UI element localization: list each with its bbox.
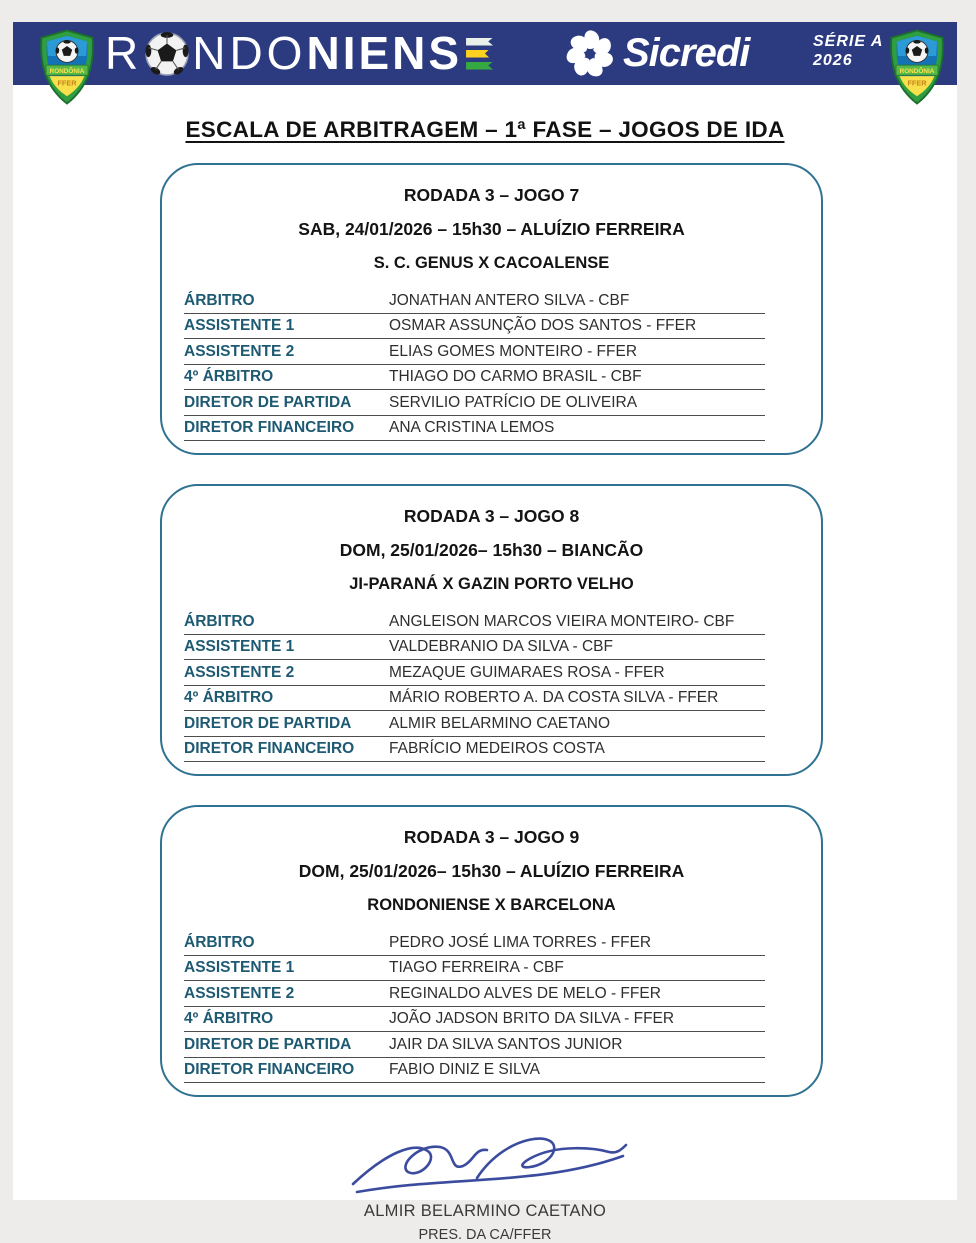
wordmark-lead: R <box>105 27 143 79</box>
datetime-venue: SAB, 24/01/2026 – 15h30 – ALUÍZIO FERREIRA <box>298 219 685 239</box>
page-title <box>13 117 957 143</box>
competition-banner <box>13 22 957 88</box>
official-role: ASSISTENTE 2 <box>184 660 389 686</box>
matchup: RONDONIENSE X BARCELONA <box>367 896 616 914</box>
official-role: DIRETOR FINANCEIRO <box>184 736 389 762</box>
official-name: ANGLEISON MARCOS VIEIRA MONTEIRO- CBF <box>389 609 765 634</box>
official-name: JOÃO JADSON BRITO DA SILVA - FFER <box>389 1006 765 1032</box>
official-role: ASSISTENTE 1 <box>184 313 389 339</box>
official-name: FABIO DINIZ E SILVA <box>389 1057 765 1083</box>
official-role: 4º ÁRBITRO <box>184 1006 389 1032</box>
document-page <box>13 22 957 1243</box>
table-row <box>184 685 765 711</box>
crest-region-label: RONDÔNIA <box>899 67 935 75</box>
signer-role: PRES. DA CA/FFER <box>418 1227 552 1243</box>
officials-table <box>184 609 765 762</box>
soccer-ball-icon <box>144 31 190 77</box>
series-badge <box>813 32 883 70</box>
official-role: DIRETOR DE PARTIDA <box>184 390 389 416</box>
official-role: ÁRBITRO <box>184 288 389 313</box>
round-heading: RODADA 3 – JOGO 8 <box>403 506 580 526</box>
sicredi-wordmark: Sicredi <box>623 31 750 75</box>
official-name: FABRÍCIO MEDEIROS COSTA <box>389 736 765 762</box>
table-row <box>184 736 765 762</box>
official-role: 4º ÁRBITRO <box>184 364 389 390</box>
series-line1: SÉRIE A <box>813 33 884 50</box>
table-row <box>184 1032 765 1058</box>
signer-name: ALMIR BELARMINO CAETANO <box>363 1202 607 1220</box>
stylized-e-icon <box>466 34 493 74</box>
officials-table <box>184 288 765 441</box>
official-name: MEZAQUE GUIMARAES ROSA - FFER <box>389 660 765 686</box>
official-name: TIAGO FERREIRA - CBF <box>389 955 765 981</box>
table-row <box>184 390 765 416</box>
officials-table <box>184 930 765 1083</box>
table-row <box>184 364 765 390</box>
ffer-crest-right <box>885 27 949 107</box>
datetime-venue: DOM, 25/01/2026– 15h30 – ALUÍZIO FERREIRA <box>298 861 685 881</box>
wordmark-bold: NIENS <box>306 27 463 79</box>
official-role: DIRETOR FINANCEIRO <box>184 415 389 441</box>
official-name: ANA CRISTINA LEMOS <box>389 415 765 441</box>
match-card-jogo-8 <box>160 484 823 776</box>
official-role: ÁRBITRO <box>184 609 389 634</box>
crest-federation-label: FFER <box>57 78 77 88</box>
official-name: VALDEBRANIO DA SILVA - CBF <box>389 634 765 660</box>
table-row <box>184 1006 765 1032</box>
table-row <box>184 930 765 955</box>
table-row <box>184 634 765 660</box>
wordmark-light: NDO <box>192 27 307 79</box>
table-row <box>184 955 765 981</box>
official-role: ASSISTENTE 1 <box>184 955 389 981</box>
official-name: PEDRO JOSÉ LIMA TORRES - FFER <box>389 930 765 955</box>
official-name: JAIR DA SILVA SANTOS JUNIOR <box>389 1032 765 1058</box>
table-row <box>184 415 765 441</box>
round-heading: RODADA 3 – JOGO 7 <box>403 185 580 205</box>
match-card-jogo-9 <box>160 805 823 1097</box>
official-name: OSMAR ASSUNÇÃO DOS SANTOS - FFER <box>389 313 765 339</box>
official-role: DIRETOR FINANCEIRO <box>184 1057 389 1083</box>
page-title-text: ESCALA DE ARBITRAGEM – 1ª FASE – JOGOS DE IDA <box>185 117 785 142</box>
ffer-crest-icon <box>885 27 949 107</box>
round-heading: RODADA 3 – JOGO 9 <box>403 827 580 847</box>
official-name: REGINALDO ALVES DE MELO - FFER <box>389 981 765 1007</box>
handwritten-signature-icon <box>335 1126 635 1200</box>
official-role: ASSISTENTE 2 <box>184 339 389 365</box>
matchup: S. C. GENUS X CACOALENSE <box>373 254 610 272</box>
table-row <box>184 660 765 686</box>
official-name: JONATHAN ANTERO SILVA - CBF <box>389 288 765 313</box>
official-role: 4º ÁRBITRO <box>184 685 389 711</box>
sicredi-pinwheel-icon <box>565 29 615 79</box>
table-row <box>184 339 765 365</box>
table-row <box>184 981 765 1007</box>
official-name: THIAGO DO CARMO BRASIL - CBF <box>389 364 765 390</box>
table-row <box>184 1057 765 1083</box>
table-row <box>184 711 765 737</box>
crest-region-label: RONDÔNIA <box>49 67 85 75</box>
match-card-jogo-7 <box>160 163 823 455</box>
matchup: JI-PARANÁ X GAZIN PORTO VELHO <box>349 575 634 593</box>
table-row <box>184 288 765 313</box>
official-name: MÁRIO ROBERTO A. DA COSTA SILVA - FFER <box>389 685 765 711</box>
rondoniense-wordmark <box>105 22 493 85</box>
official-role: ÁRBITRO <box>184 930 389 955</box>
official-role: DIRETOR DE PARTIDA <box>184 1032 389 1058</box>
datetime-venue: DOM, 25/01/2026– 15h30 – BIANCÃO <box>339 540 644 560</box>
official-name: SERVILIO PATRÍCIO DE OLIVEIRA <box>389 390 765 416</box>
official-name: ELIAS GOMES MONTEIRO - FFER <box>389 339 765 365</box>
official-name: ALMIR BELARMINO CAETANO <box>389 711 765 737</box>
signature-block <box>13 1126 957 1243</box>
series-line2: 2026 <box>813 52 853 70</box>
table-row <box>184 313 765 339</box>
official-role: DIRETOR DE PARTIDA <box>184 711 389 737</box>
crest-federation-label: FFER <box>907 78 927 88</box>
ffer-crest-icon <box>35 27 99 107</box>
table-row <box>184 609 765 634</box>
sicredi-logo <box>565 22 749 85</box>
ffer-crest-left <box>35 27 99 107</box>
official-role: ASSISTENTE 2 <box>184 981 389 1007</box>
official-role: ASSISTENTE 1 <box>184 634 389 660</box>
